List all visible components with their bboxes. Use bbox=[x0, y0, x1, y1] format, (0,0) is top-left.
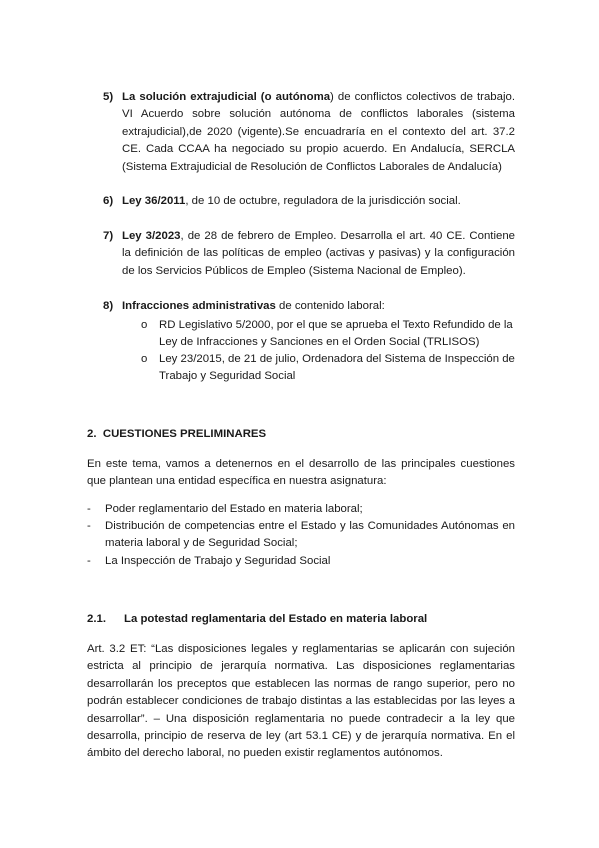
list-item-text: , de 28 de febrero de Empleo. Desarrolla el art. 40 CE. Contiene la definición de las políticas de empleo (activas y pasivas) y la configuración de los Servicios Públicos de Empleo (Sistema Nacional de Empleo). bbox=[122, 230, 515, 277]
dash-list-item bbox=[87, 553, 515, 570]
list-number: 5) bbox=[103, 91, 114, 103]
sub-list-text: Ley 23/2015, de 21 de julio, Ordenadora del Sistema de Inspección de Trabajo y Seguridad Social bbox=[159, 353, 515, 383]
list-item-6 bbox=[103, 193, 515, 210]
list-item-lead: La solución extrajudicial (o autónoma bbox=[122, 91, 331, 103]
intro-paragraph: En este tema, vamos a detenernos en el desarrollo de las principales cuestiones que plantean una entidad específica en nuestra asignatura: bbox=[87, 458, 515, 488]
list-number: 7) bbox=[103, 230, 114, 242]
list-item-lead: Infracciones administrativas bbox=[122, 300, 276, 312]
dash-list-text: La Inspección de Trabajo y Seguridad Social bbox=[105, 555, 331, 567]
list-item-lead: Ley 36/2011 bbox=[122, 195, 186, 207]
subsection-title: La potestad reglamentaria del Estado en materia laboral bbox=[124, 613, 428, 625]
dash-list-item bbox=[87, 518, 515, 553]
sub-list-item bbox=[141, 317, 515, 352]
list-item-text: de contenido laboral: bbox=[275, 300, 385, 312]
list-item-text: , de 10 de octubre, reguladora de la jurisdicción social. bbox=[185, 195, 461, 207]
list-item-5 bbox=[103, 89, 515, 176]
section-number: 2. bbox=[87, 428, 97, 440]
subsection-heading bbox=[87, 611, 515, 628]
dash-bullet: - bbox=[87, 520, 91, 532]
dash-list-item bbox=[87, 501, 515, 518]
list-item-7 bbox=[103, 228, 515, 280]
dash-bullet: - bbox=[87, 555, 91, 567]
circle-bullet-icon: o bbox=[141, 353, 148, 365]
dash-bullet: - bbox=[87, 503, 91, 515]
circle-bullet-icon: o bbox=[141, 319, 148, 331]
list-item-text: ) de conflictos colectivos de trabajo. VI Acuerdo sobre solución autónoma de conflictos laborales (sistema extrajudicial),de 2020 (vigente).Se encuadraría en el contexto del art. 37.2 CE. Cada CCAA ha negociado su propio acuerdo. En Andalucía, SERCLA (Sistema Extrajudicial de Resolución de Conflictos Laborales de Andalucía) bbox=[122, 91, 515, 173]
sub-list-item bbox=[141, 351, 515, 386]
dash-list-text: Distribución de competencias entre el Estado y las Comunidades Autónomas en materia laboral y de Seguridad Social; bbox=[105, 520, 515, 550]
section-heading bbox=[87, 426, 515, 443]
list-number: 8) bbox=[103, 300, 114, 312]
list-item-8 bbox=[103, 298, 515, 315]
dash-list-text: Poder reglamentario del Estado en materia laboral; bbox=[105, 503, 363, 515]
list-number: 6) bbox=[103, 195, 114, 207]
section-title: CUESTIONES PRELIMINARES bbox=[102, 428, 267, 440]
list-item-lead: Ley 3/2023 bbox=[122, 230, 181, 242]
body-paragraph: Art. 3.2 ET: “Las disposiciones legales y reglamentarias se aplicarán con sujeción estricta al principio de jerarquía normativa. Las disposiciones reglamentarias desarrollarán los preceptos que establecen las normas de rango superior, pero no podrán establecer condiciones de trabajo distintas a las establecidas por las leyes a desarrollar”. – Una disposición reglamentaria no puede contradecir a la ley que desarrolla, principio de reserva de ley (art 53.1 CE) y de jerarquía normativa. En el ámbito del derecho laboral, no pueden existir reglamentos autónomos. bbox=[87, 643, 515, 760]
subsection-number: 2.1. bbox=[87, 613, 106, 625]
sub-list-text: RD Legislativo 5/2000, por el que se aprueba el Texto Refundido de la Ley de Infracciones y Sanciones en el Orden Social (TRLISOS) bbox=[159, 319, 513, 349]
